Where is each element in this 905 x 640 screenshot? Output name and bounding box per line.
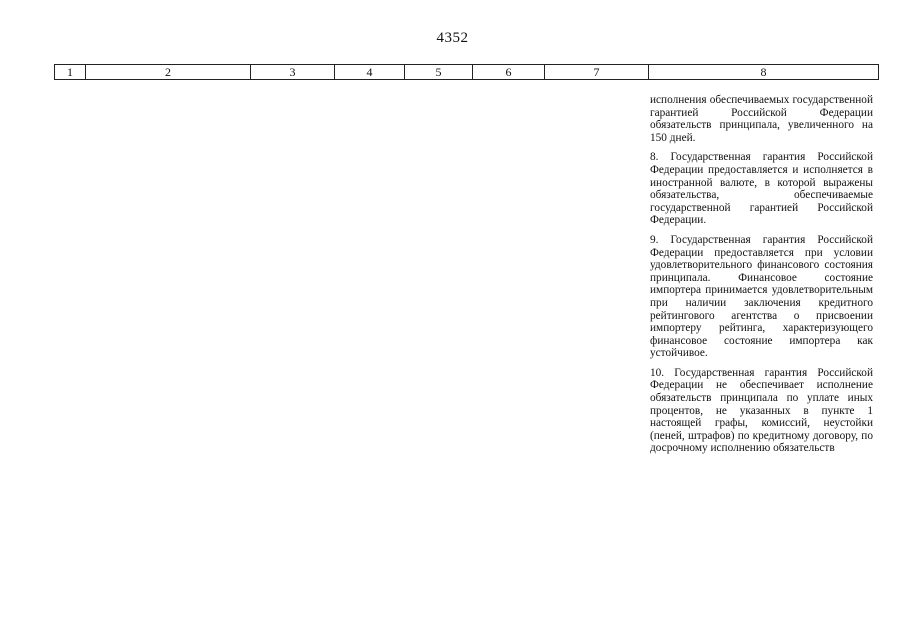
column-header-8: 8 (649, 65, 879, 80)
paragraph-continuation: исполнения обеспечиваемых государственной гарантией Российской Федерации обязательств принципала, увеличенного на 150 дней. (650, 94, 873, 144)
column-header-7: 7 (545, 65, 649, 80)
column-header-4: 4 (335, 65, 405, 80)
column-header-5: 5 (405, 65, 473, 80)
column-8-text (650, 94, 873, 462)
column-header-3: 3 (251, 65, 335, 80)
column-header-1: 1 (55, 65, 86, 80)
column-header-2: 2 (86, 65, 251, 80)
column-header-6: 6 (473, 65, 545, 80)
paragraph-item-10: 10. Государственная гарантия Российской Федерации не обеспечивает исполнение обязательств принципала по уплате иных процентов, не указанных в пункте 1 настоящей графы, комиссий, неустойки (пеней, штрафов) по кредитному договору, по досрочному исполнению обязательств (650, 366, 873, 455)
page-number: 4352 (436, 30, 469, 46)
column-header-table (54, 64, 879, 80)
paragraph-item-8: 8. Государственная гарантия Российской Федерации предоставляется и исполняется в иностранной валюте, в которой выражены обязательства, обеспечиваемые государственной гарантией Российской Федерации. (650, 151, 873, 227)
column-header-row (55, 65, 879, 80)
paragraph-item-9: 9. Государственная гарантия Российской Федерации предоставляется при условии удовлетворительного финансового состояния принципала. Финансовое состояние импортера принимается удовлетворительным при наличии заключения кредитного рейтингового агентства о присвоении импортеру рейтинга, характеризующего финансовое состояние импортера как устойчивое. (650, 233, 873, 360)
